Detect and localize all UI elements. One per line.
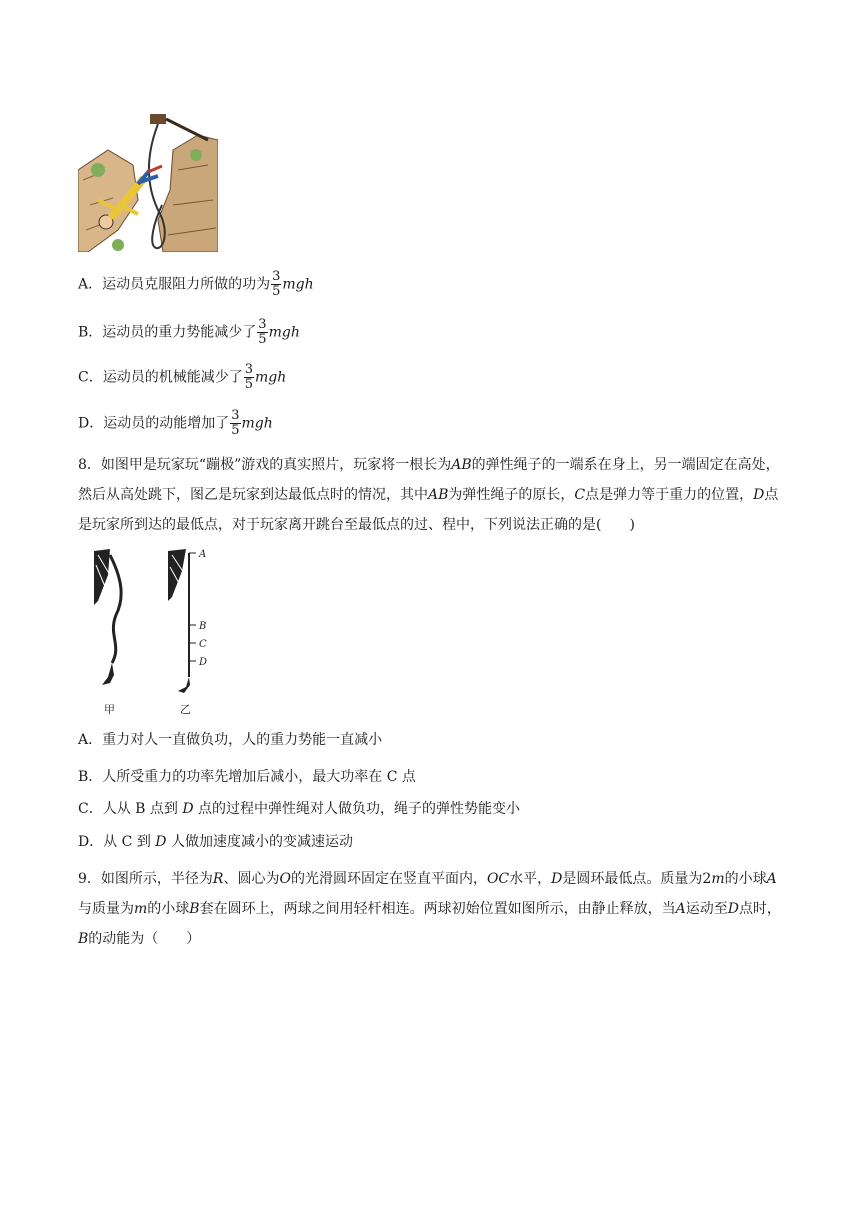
q7-option-d: D．运动员的动能增加了 $\frac{3}{5}$ mgh xyxy=(78,408,273,438)
q8-stem: 8．如图甲是玩家玩“蹦极”游戏的真实照片，玩家将一根长为AB的弹性绳子的一端系在身上，另一端固定在高处，然后从高处跳下，图乙是玩家到达最低点时的情况，其中AB为弹性绳子的原长，C点是弹力等于重力的位置，D点是玩家所到达的最低点，对于玩家离开跳台至最低点的过、程中，下列说法正确的是( ) xyxy=(78,457,780,533)
cliff-right xyxy=(168,549,186,601)
label-yi: 乙 xyxy=(180,703,191,716)
q8-option-d: D．从 C 到 D 人做加速度减小的变减速运动 xyxy=(78,834,353,850)
fraction: $\frac{3}{5}$ xyxy=(244,362,253,392)
q7-option-c: C．运动员的机械能减少了 $\frac{3}{5}$ mgh xyxy=(78,362,287,392)
cliff-left xyxy=(94,549,110,605)
q8-option-b: B．人所受重力的功率先增加后减小，最大功率在 C 点 xyxy=(78,769,416,785)
fraction: $\frac{3}{5}$ xyxy=(258,317,267,347)
bungee-illustration xyxy=(78,110,218,252)
label-d: D xyxy=(199,657,208,668)
label-a: A xyxy=(199,549,207,560)
bungee-diagram xyxy=(90,545,230,717)
label-jia: 甲 xyxy=(104,703,115,716)
q7-option-b: B．运动员的重力势能减少了 $\frac{3}{5}$ mgh xyxy=(78,317,300,347)
q8-option-c: C．人从 B 点到 D 点的过程中弹性绳对人做负功，绳子的弹性势能变小 xyxy=(78,801,521,817)
q9-stem: 9．如图所示，半径为R、圆心为O的光滑圆环固定在竖直平面内，OC水平，D是圆环最低点。质量为2m的小球A与质量为m的小球B套在圆环上，两球之间用轻杆相连。两球初始位置如图所示，由静止释放，当A运动至D点时，B的动能为（ ） xyxy=(78,871,781,947)
label-b: B xyxy=(199,621,207,632)
q8-option-a: A．重力对人一直做负功，人的重力势能一直减小 xyxy=(78,732,383,748)
fraction: $\frac{3}{5}$ xyxy=(272,269,281,299)
cord-left xyxy=(110,555,121,663)
jumper-left xyxy=(102,663,114,685)
fraction: $\frac{3}{5}$ xyxy=(231,408,240,438)
jumper-right xyxy=(178,677,190,693)
q7-option-a: A．运动员克服阻力所做的功为 $\frac{3}{5}$ mgh xyxy=(78,269,314,299)
label-c: C xyxy=(199,639,207,650)
